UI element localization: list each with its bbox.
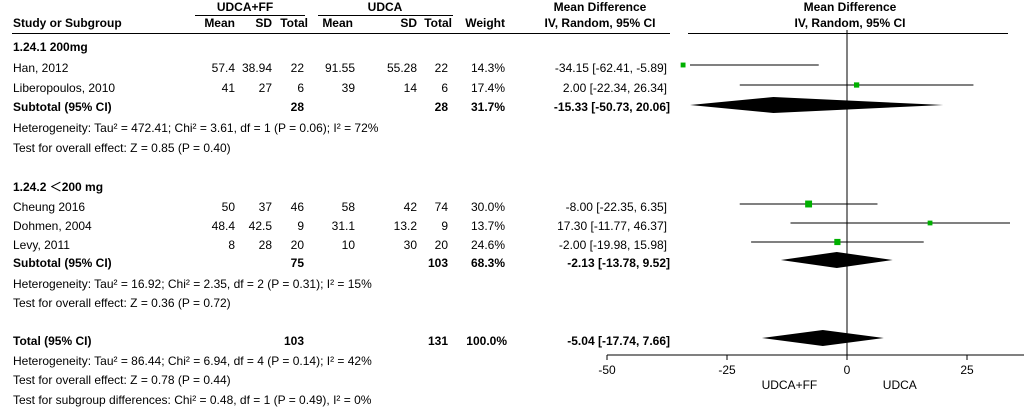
sd1-value: 28 [258,238,272,252]
total-weight: 100.0% [466,334,507,348]
subtotal-n2: 28 [434,100,448,114]
group2-header: UDCA [367,0,403,14]
favours-left-label: UDCA+FF [761,378,818,392]
subtotal-weight: 31.7% [470,100,505,114]
study-col-header: Study or Subgroup [13,16,122,30]
sd2-value: 55.28 [386,61,417,75]
ci-value: 17.30 [-11.77, 46.37] [557,219,667,233]
n1-value: 22 [290,61,304,75]
n1-value: 46 [290,200,304,214]
summary-diamond [762,330,884,346]
subtotal-n1: 75 [290,256,304,270]
plot-method-header: IV, Random, 95% CI [794,16,906,30]
total-n2: 131 [427,334,448,348]
subtotal-n2: 103 [427,256,448,270]
total-label: Total (95% CI) [13,334,92,348]
n1-value: 20 [290,238,304,252]
overall-effect-text: Test for overall effect: Z = 0.36 (P = 0.72) [13,296,231,310]
weight-value: 17.4% [470,81,505,95]
mean1-value: 8 [228,238,235,252]
mean2-value: 58 [341,200,355,214]
weight-value: 24.6% [470,238,505,252]
subtotal-n1: 28 [290,100,304,114]
study-marker [805,201,812,208]
n1-value: 6 [297,81,304,95]
study-marker [834,239,840,245]
total1-header: Total [280,16,308,30]
subgroup1-title: 1.24.1 200mg [13,40,88,54]
mean2-value: 10 [341,238,355,252]
study-name: Cheung 2016 [13,200,86,214]
md-method-header: IV, Random, 95% CI [544,16,656,30]
sd1-value: 27 [258,81,272,95]
x-tick-label: -25 [718,363,736,377]
heterogeneity-text: Heterogeneity: Tau² = 86.44; Chi² = 6.94, df = 4 (P = 0.14); I² = 42% [13,354,372,368]
heterogeneity-text: Heterogeneity: Tau² = 472.41; Chi² = 3.61, df = 1 (P = 0.06); I² = 72% [13,121,379,135]
subtotal-ci: -15.33 [-50.73, 20.06] [553,100,670,114]
study-marker [681,63,686,68]
subtotal-label: Subtotal (95% CI) [13,256,112,270]
total-ci: -5.04 [-17.74, 7.66] [567,334,670,348]
subtotal-label: Subtotal (95% CI) [13,100,112,114]
mean1-value: 41 [221,81,235,95]
favours-right-label: UDCA [882,378,917,392]
sd1-value: 37 [258,200,272,214]
ci-value: -8.00 [-22.35, 6.35] [565,200,667,214]
weight-value: 30.0% [470,200,505,214]
subgroup2-title: 1.24.2 ＜200 mg [13,180,104,194]
study-name: Han, 2012 [13,61,69,75]
x-tick-label: 0 [843,363,851,377]
heterogeneity-text: Heterogeneity: Tau² = 16.92; Chi² = 2.35, df = 2 (P = 0.31); I² = 15% [13,277,372,291]
group1-header: UDCA+FF [216,0,274,14]
sd1-header: SD [255,16,272,30]
summary-diamond [781,252,893,268]
subtotal-weight: 68.3% [470,256,505,270]
mean2-value: 39 [341,81,355,95]
sd2-value: 14 [403,81,417,95]
n1-value: 9 [297,219,304,233]
sd2-value: 13.2 [393,219,417,233]
total-n1: 103 [283,334,304,348]
overall-effect-text: Test for overall effect: Z = 0.85 (P = 0.40) [13,141,231,155]
weight-header: Weight [465,16,505,30]
n2-value: 6 [441,81,448,95]
x-tick-label: -50 [598,363,616,377]
study-marker [854,82,859,87]
mean1-header: Mean [204,16,235,30]
total2-header: Total [424,16,452,30]
mean2-value: 31.1 [331,219,355,233]
sd2-value: 30 [403,238,417,252]
weight-value: 14.3% [470,61,505,75]
ci-value: -34.15 [-62.41, -5.89] [554,61,667,75]
mean1-value: 48.4 [211,219,235,233]
n2-value: 9 [441,219,448,233]
subtotal-ci: -2.13 [-13.78, 9.52] [567,256,670,270]
plot-title-header: Mean Difference [803,0,897,14]
md-title-header: Mean Difference [553,0,647,14]
overall-effect-text: Test for overall effect: Z = 0.78 (P = 0.44) [13,373,231,387]
sd1-value: 42.5 [248,219,272,233]
mean1-value: 50 [221,200,235,214]
sd1-value: 38.94 [241,61,272,75]
study-name: Levy, 2011 [13,238,70,252]
mean2-value: 91.55 [324,61,355,75]
ci-value: 2.00 [-22.34, 26.34] [562,81,667,95]
n2-value: 74 [434,200,448,214]
ci-value: -2.00 [-19.98, 15.98] [558,238,667,252]
mean2-header: Mean [322,16,353,30]
study-name: Liberopoulos, 2010 [13,81,116,95]
sd2-value: 42 [403,200,417,214]
n2-value: 22 [434,61,448,75]
sd2-header: SD [400,16,417,30]
n2-value: 20 [434,238,448,252]
study-name: Dohmen, 2004 [13,219,92,233]
subgroup-diff-text: Test for subgroup differences: Chi² = 0.48, df = 1 (P = 0.49), I² = 0% [13,393,372,407]
weight-value: 13.7% [470,219,505,233]
mean1-value: 57.4 [211,61,235,75]
summary-diamond [690,97,943,113]
study-marker [928,221,933,226]
x-tick-label: 25 [960,363,974,377]
